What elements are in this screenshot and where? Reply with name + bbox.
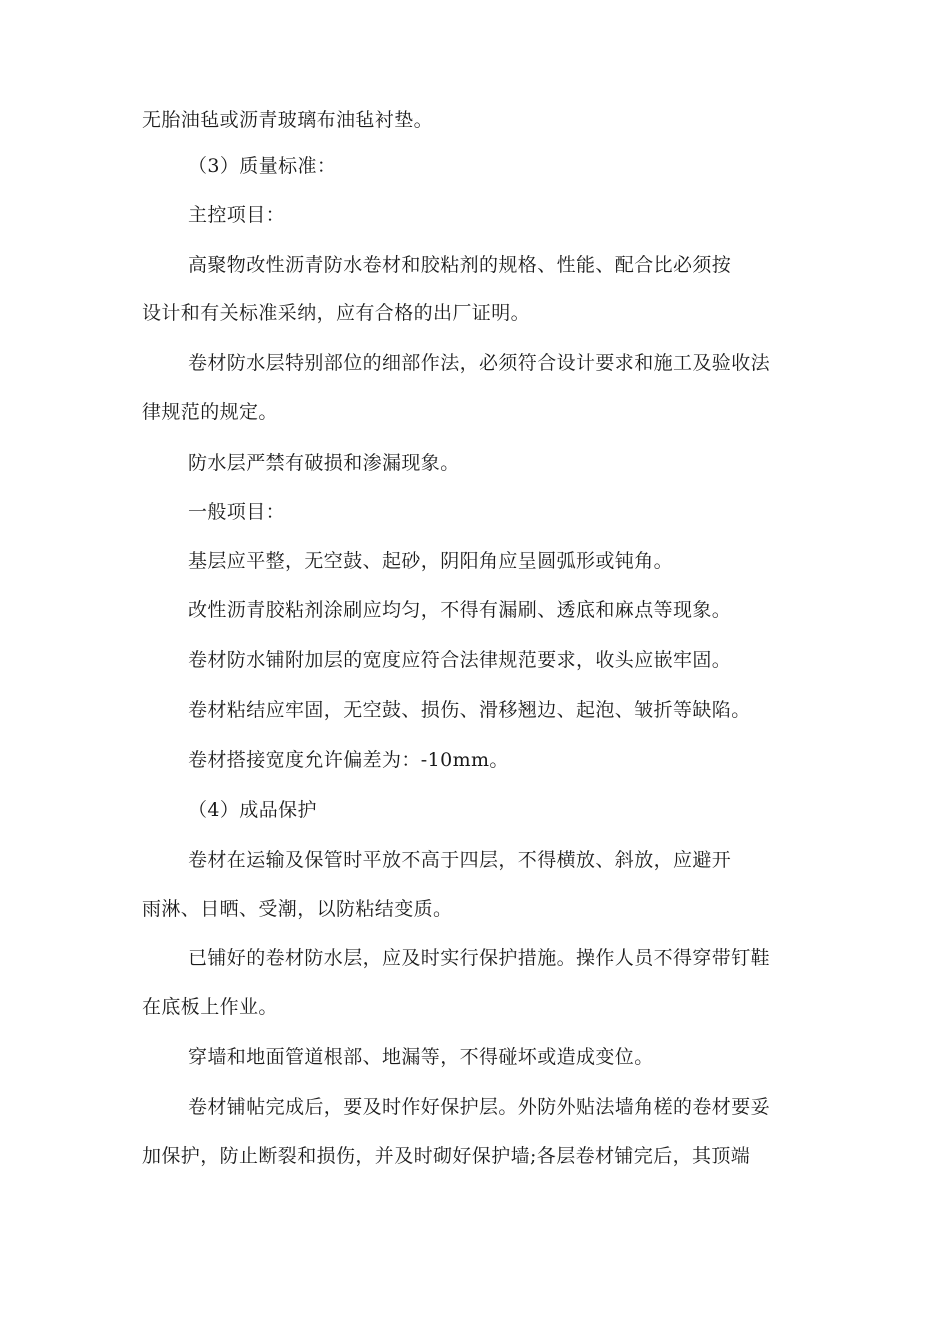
text-line: 卷材搭接宽度允许偏差为：-10mm。: [188, 749, 509, 771]
section-heading-product-protection: （4）成品保护: [188, 799, 317, 821]
text-line: 卷材在运输及保管时平放不高于四层，不得横放、斜放，应避开: [188, 849, 732, 871]
subheading-general-items: 一般项目：: [188, 501, 286, 523]
text-line: 基层应平整，无空鼓、起砂，阴阳角应呈圆弧形或钝角。: [188, 550, 674, 572]
section-heading-quality-standard: （3）质量标准：: [188, 155, 337, 177]
text-line: 设计和有关标准采纳，应有合格的出厂证明。: [142, 302, 531, 324]
text-line: 已铺好的卷材防水层，应及时实行保护措施。操作人员不得穿带钉鞋: [188, 947, 771, 969]
text-line: 雨淋、日晒、受潮，以防粘结变质。: [142, 898, 453, 920]
text-line: 卷材防水层特别部位的细部作法，必须符合设计要求和施工及验收法: [188, 352, 771, 374]
text-line: 在底板上作业。: [142, 996, 278, 1018]
text-line: 高聚物改性沥青防水卷材和胶粘剂的规格、性能、配合比必须按: [188, 254, 732, 276]
text-line: 防水层严禁有破损和渗漏现象。: [188, 452, 460, 474]
text-line: 无胎油毡或沥青玻璃布油毡衬垫。: [142, 109, 434, 131]
text-line: 卷材防水铺附加层的宽度应符合法律规范要求，收头应嵌牢固。: [188, 649, 732, 671]
text-line: 改性沥青胶粘剂涂刷应均匀，不得有漏刷、透底和麻点等现象。: [188, 599, 732, 621]
text-line: 加保护，防止断裂和损伤，并及时砌好保护墙;各层卷材铺完后，其顶端: [142, 1145, 751, 1167]
subheading-main-items: 主控项目：: [188, 204, 286, 226]
text-line: 律规范的规定。: [142, 401, 278, 423]
text-line: 卷材粘结应牢固，无空鼓、损伤、滑移翘边、起泡、皱折等缺陷。: [188, 699, 751, 721]
text-line: 穿墙和地面管道根部、地漏等，不得碰坏或造成变位。: [188, 1046, 654, 1068]
text-line: 卷材铺帖完成后，要及时作好保护层。外防外贴法墙角槎的卷材要妥: [188, 1096, 771, 1118]
